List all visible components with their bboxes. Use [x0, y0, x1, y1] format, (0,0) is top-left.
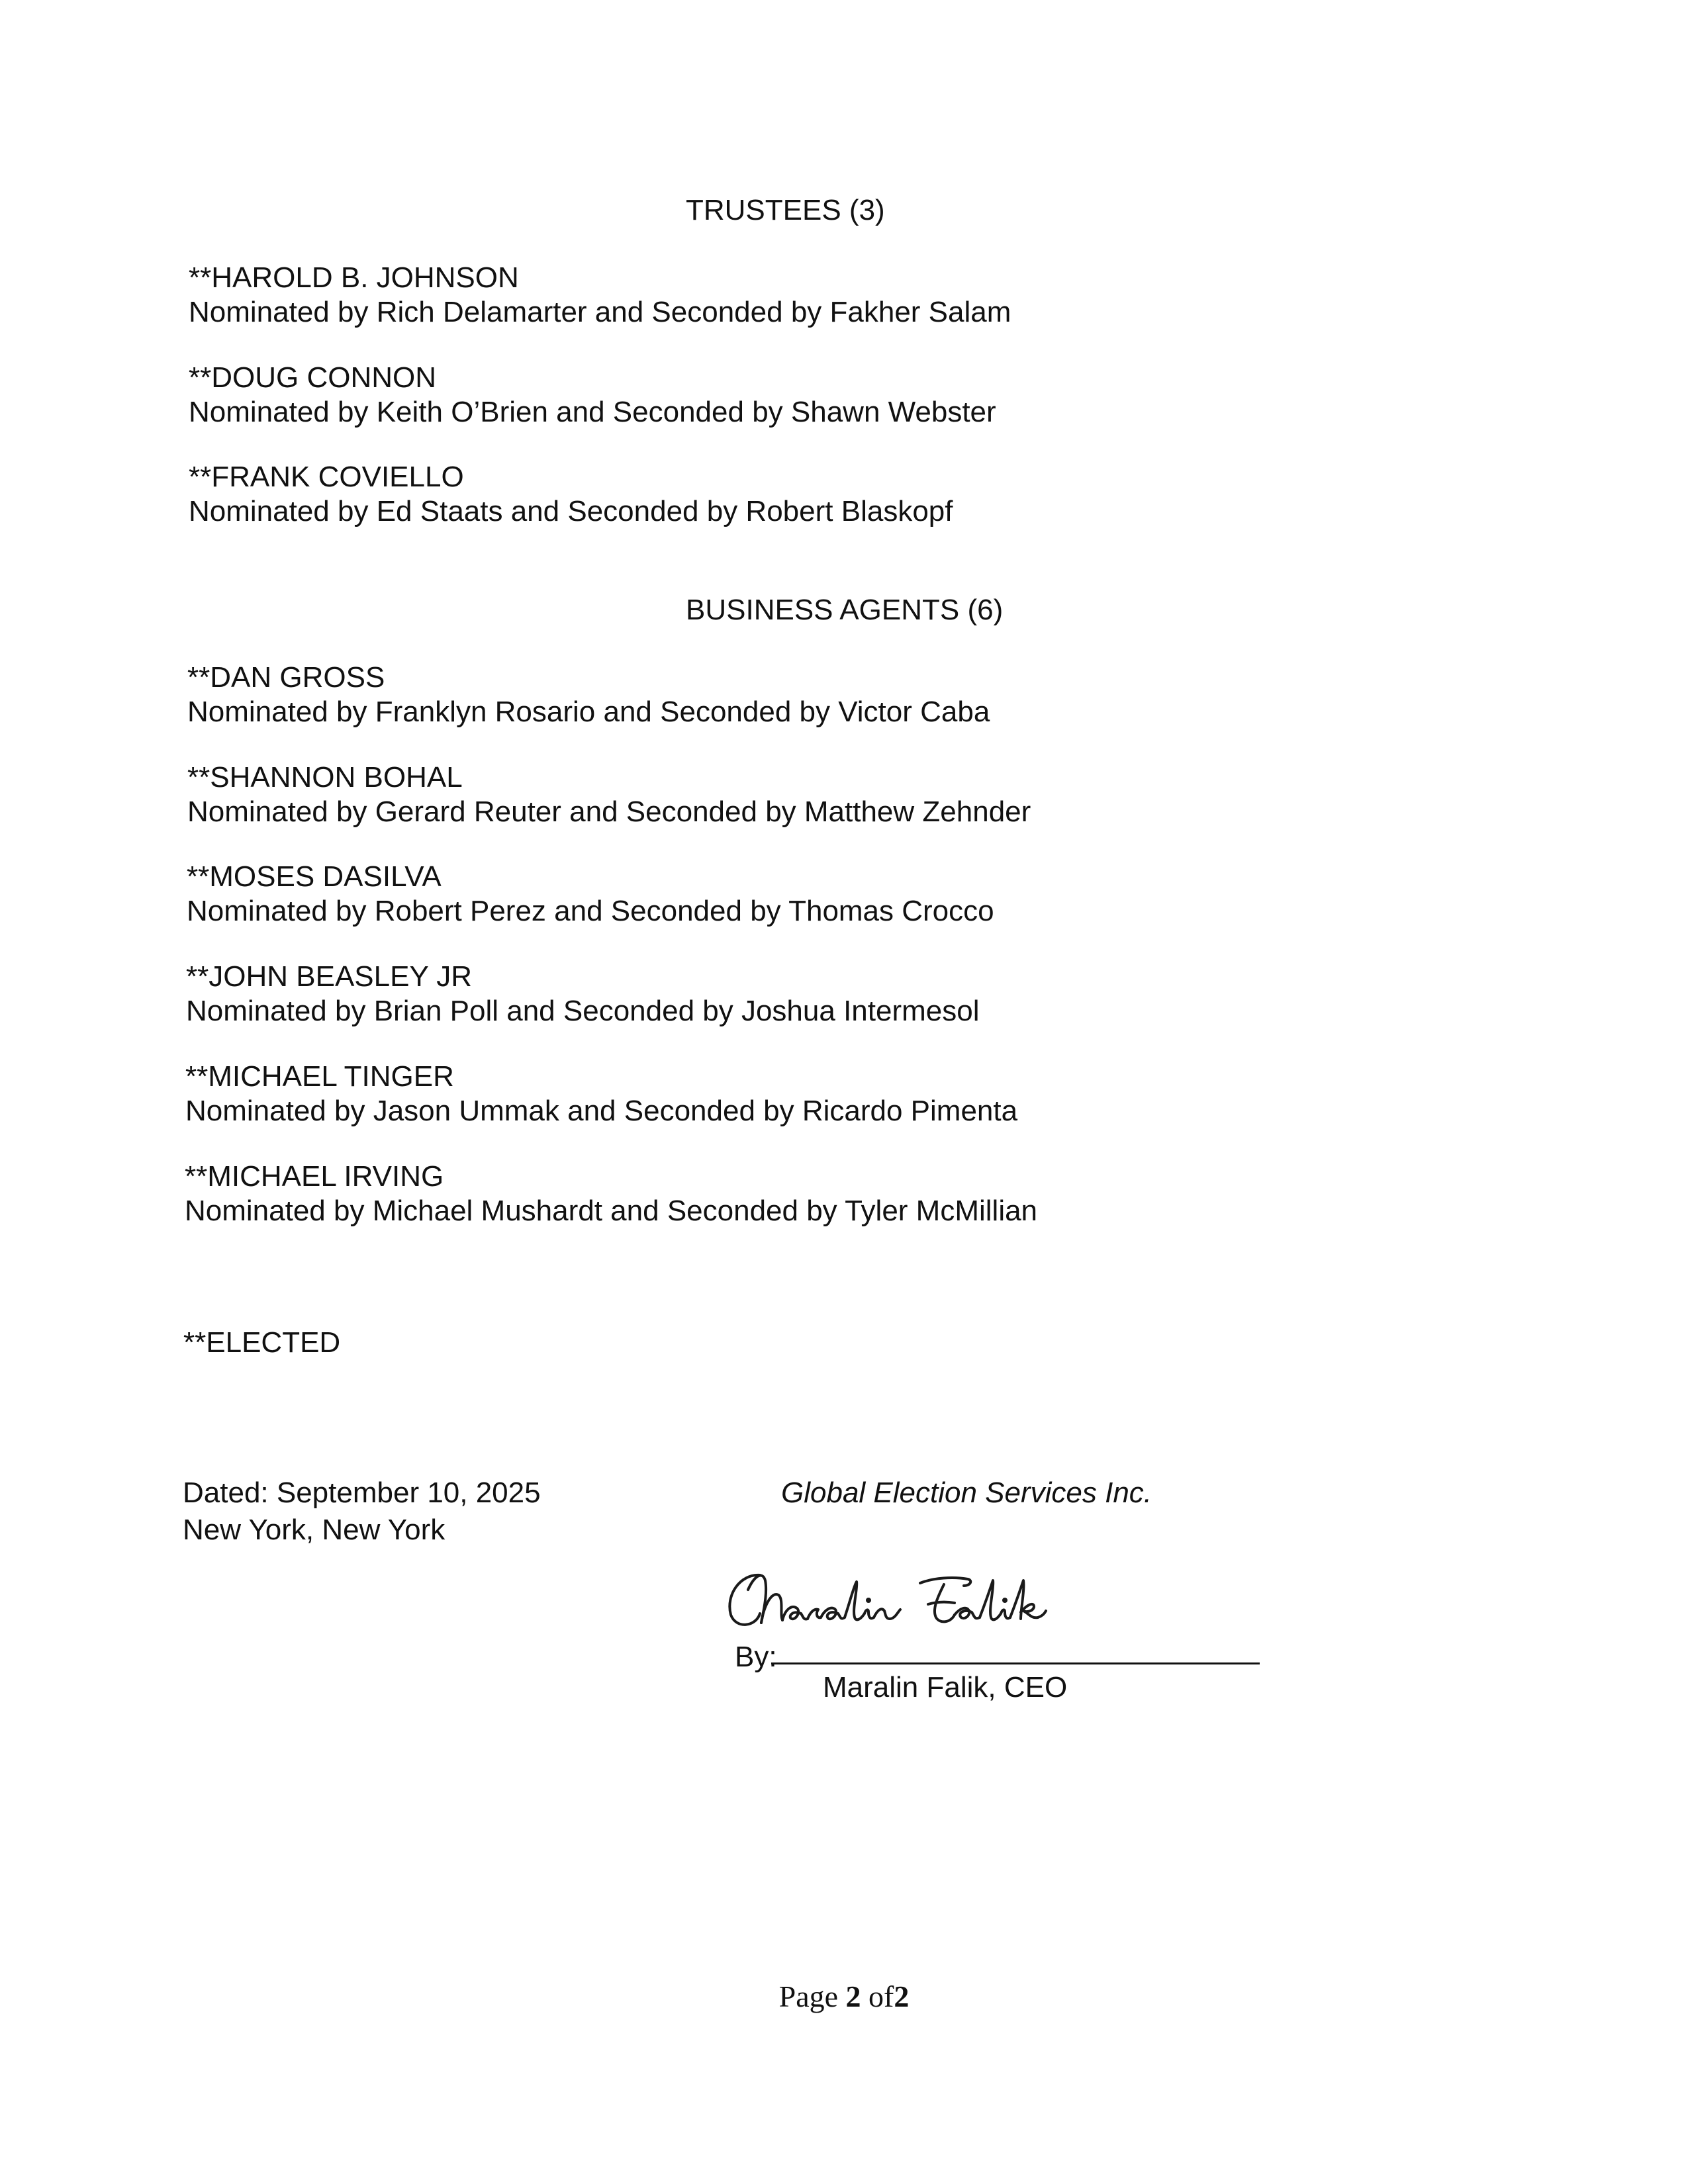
- location-line: New York, New York: [183, 1514, 445, 1546]
- trustee-name: **DOUG CONNON: [189, 361, 437, 394]
- agent-name: **SHANNON BOHAL: [187, 761, 463, 794]
- page-word: Page: [778, 1979, 839, 2013]
- current-page: 2: [845, 1979, 861, 2013]
- page-number: [0, 1979, 1688, 2015]
- agent-name: **MICHAEL TINGER: [185, 1060, 454, 1093]
- trustees-heading: TRUSTEES (3): [686, 194, 885, 226]
- total-pages: 2: [894, 1979, 910, 2013]
- trustee-nomination: Nominated by Ed Staats and Seconded by Robert Blaskopf: [189, 495, 953, 527]
- agent-name: **JOHN BEASLEY JR: [186, 960, 473, 993]
- agent-nomination: Nominated by Franklyn Rosario and Seconded by Victor Caba: [187, 696, 990, 728]
- company-name: Global Election Services Inc.: [781, 1477, 1152, 1509]
- trustee-name: **FRANK COVIELLO: [189, 461, 464, 493]
- agent-nomination: Nominated by Jason Ummak and Seconded by Ricardo Pimenta: [185, 1095, 1018, 1127]
- signature-line: [771, 1662, 1260, 1664]
- business-agents-heading: BUSINESS AGENTS (6): [686, 594, 1004, 626]
- trustee-nomination: Nominated by Rich Delamarter and Seconded by Fakher Salam: [189, 296, 1011, 328]
- agent-nomination: Nominated by Michael Mushardt and Seconded by Tyler McMillian: [185, 1195, 1038, 1227]
- signer-name: Maralin Falik, CEO: [823, 1671, 1068, 1704]
- agent-name: **MICHAEL IRVING: [185, 1160, 444, 1193]
- agent-nomination: Nominated by Robert Perez and Seconded by Thomas Crocco: [187, 895, 994, 927]
- trustee-nomination: Nominated by Keith O’Brien and Seconded by Shawn Webster: [189, 396, 996, 428]
- elected-legend: **ELECTED: [183, 1326, 341, 1359]
- handwritten-signature: [722, 1549, 1132, 1645]
- of-word: of: [868, 1979, 894, 2013]
- agent-name: **DAN GROSS: [187, 661, 385, 694]
- agent-name: **MOSES DASILVA: [187, 860, 442, 893]
- dated-line: Dated: September 10, 2025: [183, 1477, 541, 1509]
- agent-nomination: Nominated by Brian Poll and Seconded by Joshua Intermesol: [186, 995, 980, 1027]
- by-label: By:: [735, 1641, 777, 1673]
- trustee-name: **HAROLD B. JOHNSON: [189, 261, 519, 294]
- agent-nomination: Nominated by Gerard Reuter and Seconded by Matthew Zehnder: [187, 796, 1031, 828]
